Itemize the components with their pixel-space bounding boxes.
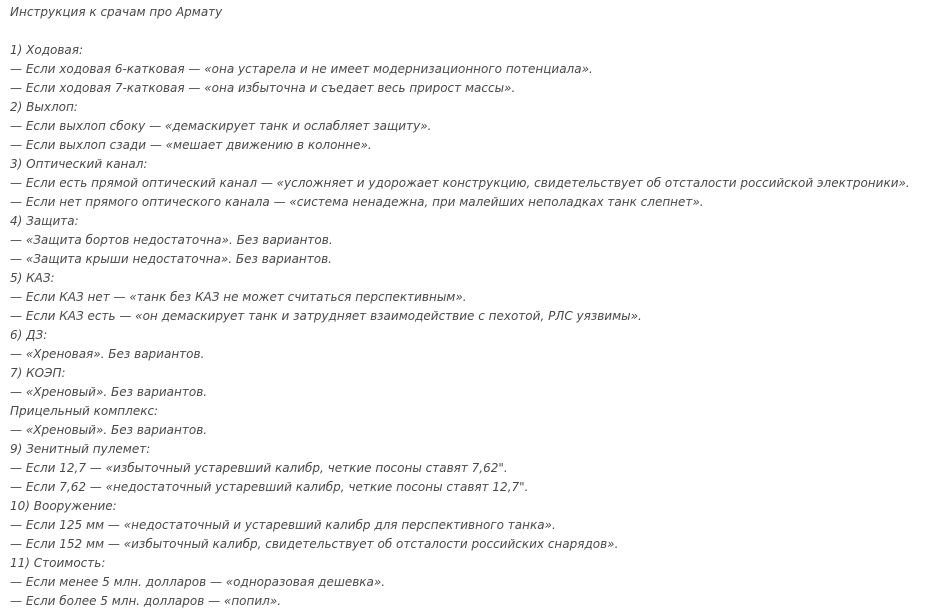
list-item: — Если нет прямого оптического канала — «система ненадежна, при малейших неполадках танк слепнет». (10, 195, 704, 209)
list-item: — Если более 5 млн. долларов — «попил». (10, 594, 282, 608)
list-item: — «Хреновый». Без вариантов. (10, 385, 208, 399)
list-item: — Если ходовая 7-катковая — «она избыточна и съедает весь прирост массы». (10, 81, 516, 95)
list-item: — «Хреновая». Без вариантов. (10, 347, 205, 361)
section-heading: 5) КАЗ: (10, 271, 55, 285)
list-item: — Если выхлоп сзади — «мешает движению в колонне». (10, 138, 372, 152)
list-item: — Если КАЗ нет — «танк без КАЗ не может считаться перспективным». (10, 290, 467, 304)
list-item: — Если есть прямой оптический канал — «усложняет и удорожает конструкцию, свидетельствует об отсталости российской электроники». (10, 176, 910, 190)
article-title: Инструкция к срачам про Армату (10, 5, 223, 19)
list-item: — Если выхлоп сбоку — «демаскирует танк и ослабляет защиту». (10, 119, 432, 133)
list-item: — Если 7,62 — «недостаточный устаревший калибр, четкие посоны ставят 12,7". (10, 480, 529, 494)
section-heading: 1) Ходовая: (10, 43, 84, 57)
section-heading: Прицельный комплекс: (10, 404, 159, 418)
section-heading: 4) Защита: (10, 214, 79, 228)
list-item: — «Защита крыши недостаточна». Без вариантов. (10, 252, 332, 266)
list-item: — «Защита бортов недостаточна». Без вариантов. (10, 233, 333, 247)
section-heading: 2) Выхлоп: (10, 100, 78, 114)
blank-line (10, 22, 930, 41)
section-heading: 10) Вооружение: (10, 499, 117, 513)
instruction-list (10, 41, 930, 611)
section-heading: 3) Оптический канал: (10, 157, 148, 171)
list-item: — Если 125 мм — «недостаточный и устаревший калибр для перспективного танка». (10, 518, 556, 532)
list-item: — Если ходовая 6-катковая — «она устарела и не имеет модернизационного потенциала». (10, 62, 593, 76)
section-heading: 6) ДЗ: (10, 328, 48, 342)
list-item: — Если менее 5 млн. долларов — «одноразовая дешевка». (10, 575, 386, 589)
list-item: — Если 152 мм — «избыточный калибр, свидетельствует об отсталости российских снарядов». (10, 537, 619, 551)
section-heading: 7) КОЭП: (10, 366, 66, 380)
section-heading: 9) Зенитный пулемет: (10, 442, 151, 456)
list-item: — «Хреновый». Без вариантов. (10, 423, 208, 437)
list-item: — Если КАЗ есть — «он демаскирует танк и затрудняет взаимодействие с пехотой, РЛС уязвимы». (10, 309, 642, 323)
article-text (10, 3, 930, 611)
section-heading: 11) Стоимость: (10, 556, 106, 570)
list-item: — Если 12,7 — «избыточный устаревший калибр, четкие посоны ставят 7,62". (10, 461, 508, 475)
